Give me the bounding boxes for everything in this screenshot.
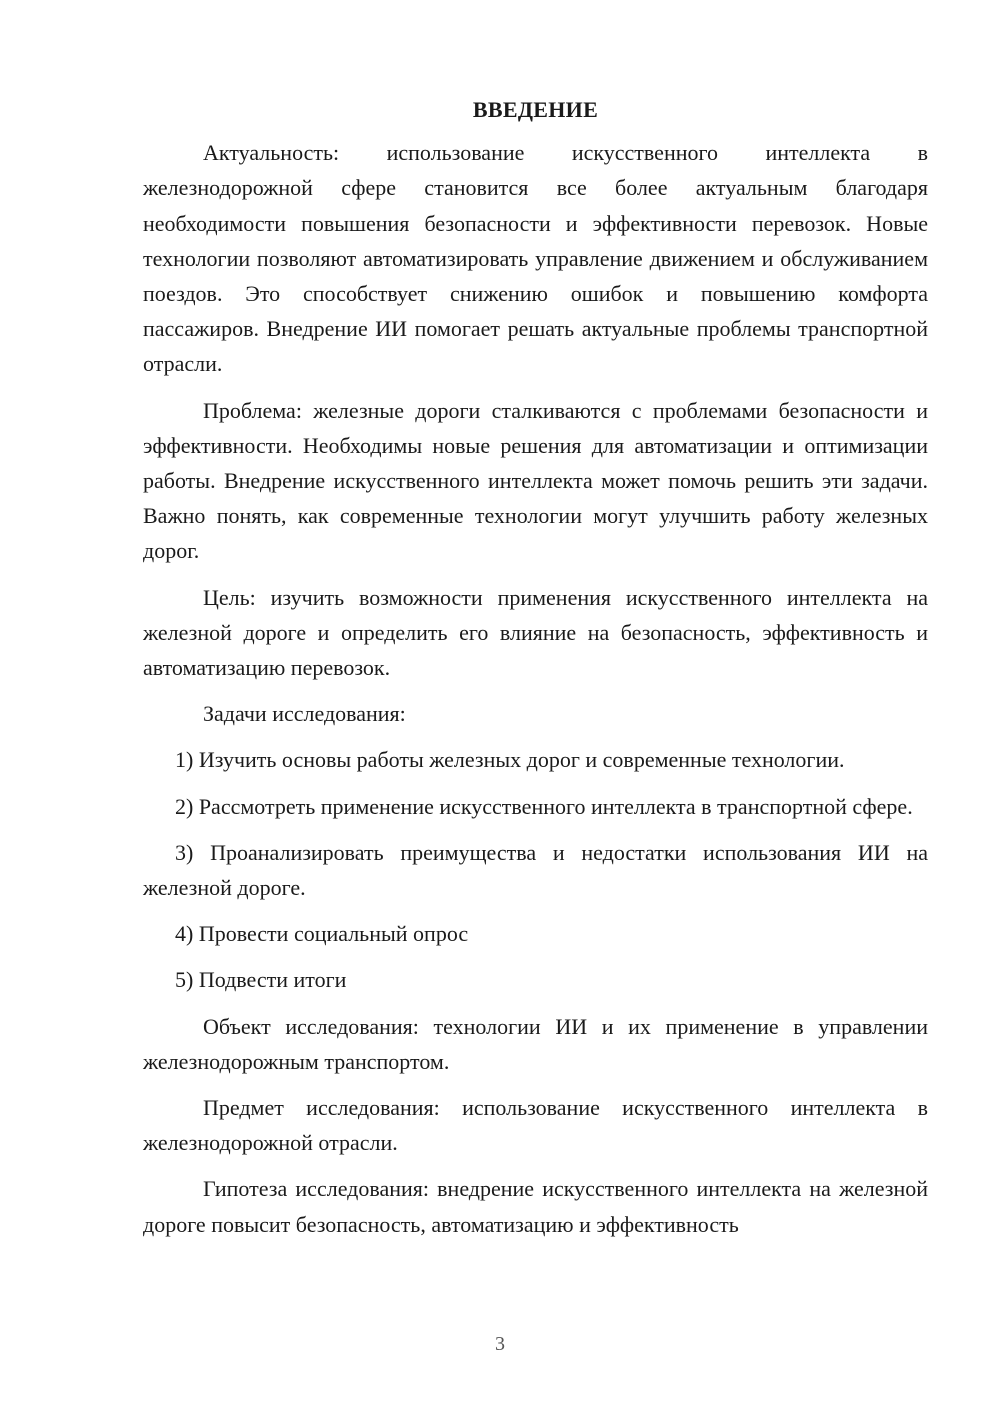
- document-page: [143, 92, 928, 1253]
- task-item-5: 5) Подвести итоги: [175, 967, 347, 993]
- page-number: 3: [495, 1333, 505, 1355]
- task-item-4: 4) Провести социальный опрос: [175, 921, 469, 947]
- paragraph-hypothesis: Гипотеза исследования: внедрение искусственного интеллекта на железной дороге повысит безопасность, автоматизацию и эффективность: [143, 1176, 928, 1237]
- task-item-2: 2) Рассмотреть применение искусственного интеллекта в транспортной сфере.: [175, 793, 913, 819]
- paragraph-subject: Предмет исследования: использование искусственного интеллекта в железнодорожной отрасли.: [143, 1095, 928, 1156]
- section-title: ВВЕДЕНИЕ: [472, 97, 599, 122]
- paragraph-problem: Проблема: железные дороги сталкиваются с проблемами безопасности и эффективности. Необходимы новые решения для автоматизации и оптимизации работы. Внедрение искусственного интеллекта может помочь решить эти задачи. Важно понять, как современные технологии могут улучшить работу железных дорог.: [143, 397, 928, 564]
- paragraph-object: Объект исследования: технологии ИИ и их применение в управлении железнодорожным транспортом.: [143, 1013, 928, 1074]
- task-item-3: 3) Проанализировать преимущества и недостатки использования ИИ на железной дороге.: [143, 839, 928, 901]
- paragraph-tasks-heading: Задачи исследования:: [203, 701, 406, 727]
- paragraph-goal: Цель: изучить возможности применения искусственного интеллекта на железной дороге и определить его влияние на безопасность, эффективность и автоматизацию перевозок.: [143, 584, 928, 681]
- task-item-1: 1) Изучить основы работы железных дорог и современные технологии.: [175, 747, 845, 773]
- paragraph-relevance: Актуальность: использование искусственного интеллекта в железнодорожной сфере становится все более актуальным благодаря необходимости повышения безопасности и эффективности перевозок. Новые технологии позволяют автоматизировать управление движением и обслуживанием поездов. Это способствует снижению ошибок и повышению комфорта пассажиров. Внедрение ИИ помогает решать актуальные проблемы транспортной отрасли.: [143, 140, 928, 377]
